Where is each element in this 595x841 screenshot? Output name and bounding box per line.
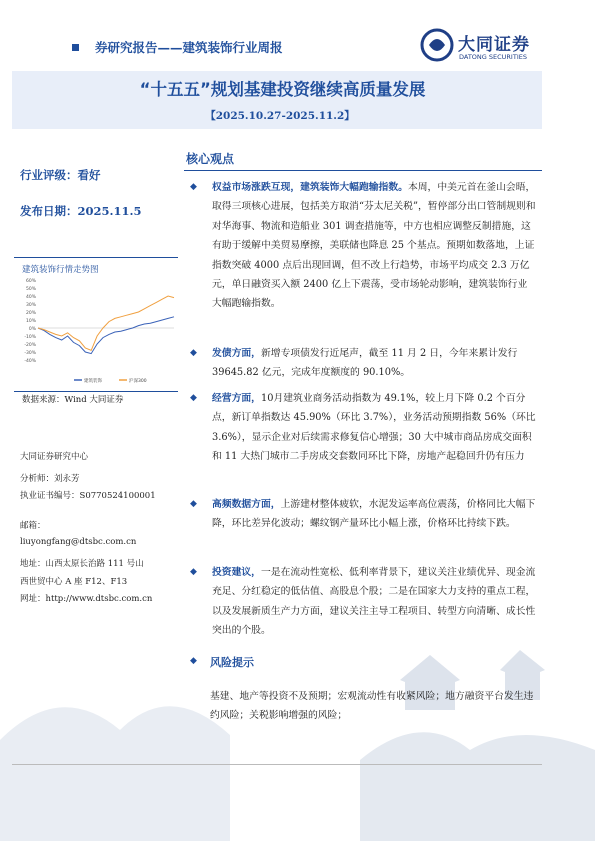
- legend-label: 建筑装饰: [84, 379, 102, 384]
- bullet-body: 一是在流动性宽松、低利率背景下，建议关注业绩优异、现金流充足、分红稳定的低估值、高股息个股；二是在国家大力支持的重点工程，以及发展新质生产力方面，建议关注主导工程项目、转型方向清晰、成长性突出的个股。: [212, 567, 536, 637]
- bullet-market: [212, 178, 537, 314]
- core-views-rule: [184, 170, 542, 171]
- bullet-diamond-icon: ◆: [190, 393, 197, 403]
- bullet-lead: 权益市场涨跌互现，建筑装饰大幅跑输指数。: [212, 182, 408, 193]
- analyst-name: 分析师：刘永芳: [20, 474, 80, 484]
- license-number: 执业证书编号：S0770524100001: [20, 491, 156, 501]
- bullet-investment: [212, 563, 537, 641]
- y-tick-label: 0%: [28, 327, 36, 332]
- legend-label: 沪深300: [129, 379, 147, 384]
- report-date-range: 【2025.10.27-2025.11.2】: [205, 110, 355, 122]
- publish-date: 发布日期：2025.11.5: [20, 204, 142, 218]
- y-tick-label: 50%: [25, 287, 36, 292]
- y-tick-label: 20%: [25, 311, 36, 316]
- y-tick-label: -10%: [24, 335, 36, 340]
- address-line-1: 地址：山西太原长治路 111 号山: [20, 559, 144, 569]
- datong-logo-icon: [420, 28, 454, 62]
- footer-rule: [12, 764, 542, 765]
- chart-source: 数据来源：Wind 大同证券: [22, 395, 124, 405]
- report-title: “十五五”规划基建投资继续高质量发展: [139, 80, 426, 99]
- email-address[interactable]: liuyongfang@dtsbc.com.cn: [20, 537, 137, 547]
- website-link[interactable]: 网址：http://www.dtsbc.com.cn: [20, 594, 153, 604]
- y-tick-label: 10%: [25, 319, 36, 324]
- bullet-body: 上游建材整体疲软，水泥发运率高位震荡，价格同比大幅下降，环比差异化波动；螺纹钢产量环比小幅上涨，价格环比持续下跌。: [212, 499, 536, 530]
- logo-english: DATONG SECURITIES: [459, 53, 527, 61]
- bullet-diamond-icon: ◆: [190, 567, 197, 577]
- bullet-bond: [212, 344, 537, 383]
- y-tick-label: 60%: [25, 279, 36, 284]
- bullet-diamond-icon: ◆: [190, 348, 197, 358]
- industry-rating: 行业评级：看好: [20, 168, 101, 182]
- risk-heading: 风险提示: [210, 656, 254, 669]
- address-line-2: 西世贸中心 A 座 F12、F13: [20, 577, 128, 587]
- risk-diamond-icon: ◆: [190, 656, 197, 666]
- y-tick-label: -20%: [24, 343, 36, 348]
- bullet-body: 10月建筑业商务活动指数为 49.1%，较上月下降 0.2 个百分点，新订单指数达 45.90%（环比 3.7%），业务活动预期指数 56%（环比 3.6%），显示企业对后续需求修复信心增强；30 大中城市商品房成交面积和 11 大热门城市二手房成交套数同环比下降，房地产起稳回升仍有压力: [212, 393, 536, 463]
- series-line: [38, 296, 174, 350]
- y-tick-label: 30%: [25, 303, 36, 308]
- bullet-body: 新增专项债发行近尾声，截至 11 月 2 日，今年来累计发行 39645.82 亿元，完成年度额度的 90.10%。: [212, 348, 518, 379]
- bullet-body: 本周，中美元首在釜山会晤，取得三项核心进展，包括美方取消“芬太尼关税”，暂停部分出口管制规则和对华海事、物流和造船业 301 调查措施等，中方也相应调整反制措施，这有助于缓解中美贸易摩擦，美联储也降息 25 个基点。预期如数落地，上证指数突破 4000 点后出现回调，但不改上行趋势，市场平均成交 2.3 万亿元，单日融资买入额 2400 亿上下震荡，受市场轮动影响，建筑装饰行业大幅跑输指数。: [212, 182, 536, 310]
- logo-name: 大同证券: [458, 35, 530, 55]
- chart-bottom-rule: [14, 391, 178, 392]
- bullet-lead: 投资建议，: [212, 567, 261, 578]
- report-section-title: 券研究报告——建筑装饰行业周报: [95, 40, 283, 55]
- bullet-lead: 经营方面，: [212, 393, 261, 404]
- email-label: 邮箱：: [20, 521, 46, 531]
- bullet-high-frequency: [212, 495, 537, 534]
- bullet-lead: 发债方面，: [212, 348, 261, 359]
- header-marker: [72, 44, 79, 51]
- research-institute: 大同证券研究中心: [20, 452, 89, 462]
- core-views-heading: 核心观点: [186, 152, 235, 166]
- chart-title: 建筑装饰行情走势图: [22, 265, 99, 275]
- bullet-operations: [212, 389, 537, 467]
- sector-trend-chart: [14, 274, 178, 388]
- y-tick-label: -30%: [24, 351, 36, 356]
- y-tick-label: -40%: [24, 359, 36, 364]
- y-tick-label: 40%: [25, 295, 36, 300]
- risk-text: 基建、地产等投资不及预期；宏观流动性有收紧风险；地方融资平台发生违约风险；关税影响增强的风险；: [210, 691, 534, 722]
- bullet-diamond-icon: ◆: [190, 499, 197, 509]
- bullet-diamond-icon: ◆: [190, 182, 197, 192]
- bullet-lead: 高频数据方面，: [212, 499, 281, 510]
- chart-top-rule: [14, 257, 178, 258]
